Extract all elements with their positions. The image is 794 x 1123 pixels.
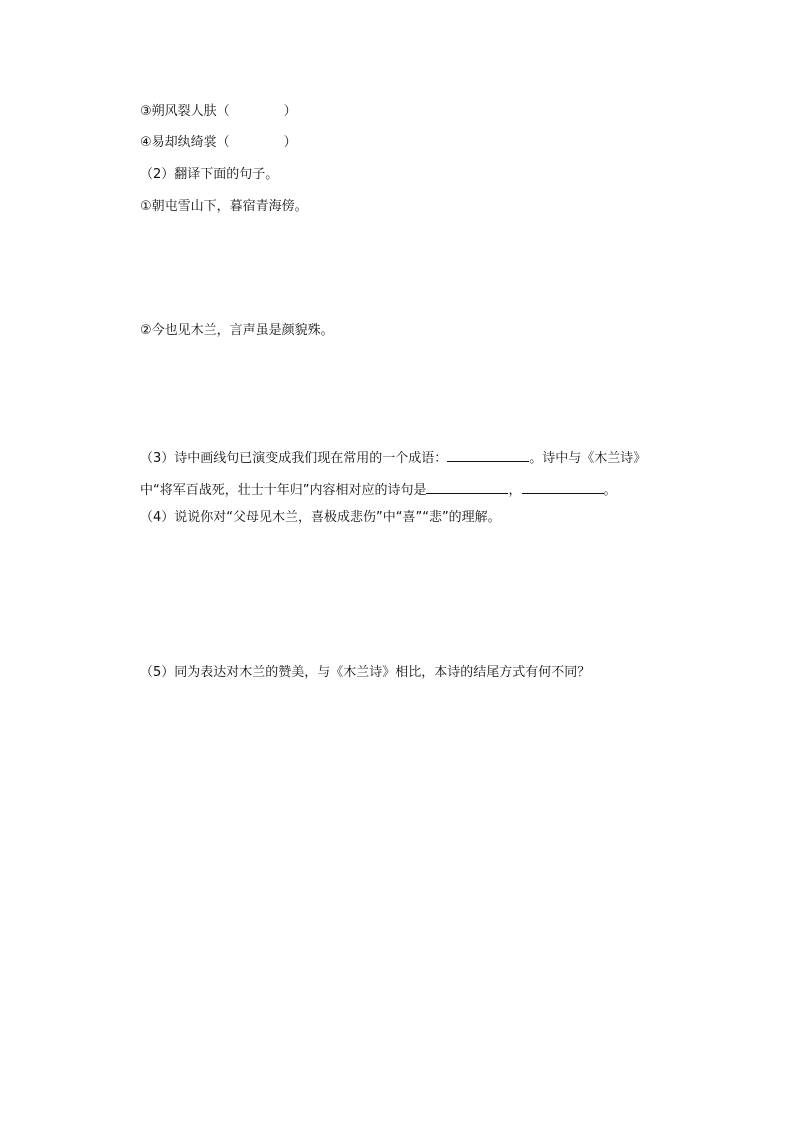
question-5-title: （5）同为表达对木兰的赞美，与《木兰诗》相比，本诗的结尾方式有何不同？ xyxy=(140,665,591,680)
question-3-line-2 xyxy=(140,479,617,500)
question-3-text-b: 。诗中与《木兰诗》 xyxy=(529,451,647,466)
period: 。 xyxy=(603,483,617,498)
question-3-line-1 xyxy=(140,447,646,468)
translate-sentence-2: ②今也见木兰，言声虽是颜貌殊。 xyxy=(140,323,334,338)
question-3-text-a: （3）诗中画线句已演变成我们现在常用的一个成语： xyxy=(140,451,448,466)
poem-line-answer-blank-1[interactable] xyxy=(426,479,508,494)
idiom-answer-blank[interactable] xyxy=(447,447,529,462)
word-meaning-item-3-text: ③朔风裂人肤（ xyxy=(140,104,230,119)
question-4-title: （4）说说你对“父母见木兰，喜极成悲伤”中“喜”“悲”的理解。 xyxy=(140,510,501,525)
word-meaning-item-3 xyxy=(140,103,297,121)
word-meaning-item-4-text: ④易却纨绮裳（ xyxy=(140,135,230,150)
closing-paren: ） xyxy=(283,104,297,119)
question-3-text-c: 中“将军百战死，壮士十年归”内容相对应的诗句是 xyxy=(140,483,427,498)
word-meaning-item-4 xyxy=(140,134,297,152)
closing-paren: ） xyxy=(283,135,297,150)
translate-sentence-1: ①朝屯雪山下，暮宿青海傍。 xyxy=(140,199,308,214)
question-2-title: （2）翻译下面的句子。 xyxy=(140,167,279,182)
poem-line-answer-blank-2[interactable] xyxy=(522,479,604,494)
comma: ， xyxy=(508,483,522,498)
